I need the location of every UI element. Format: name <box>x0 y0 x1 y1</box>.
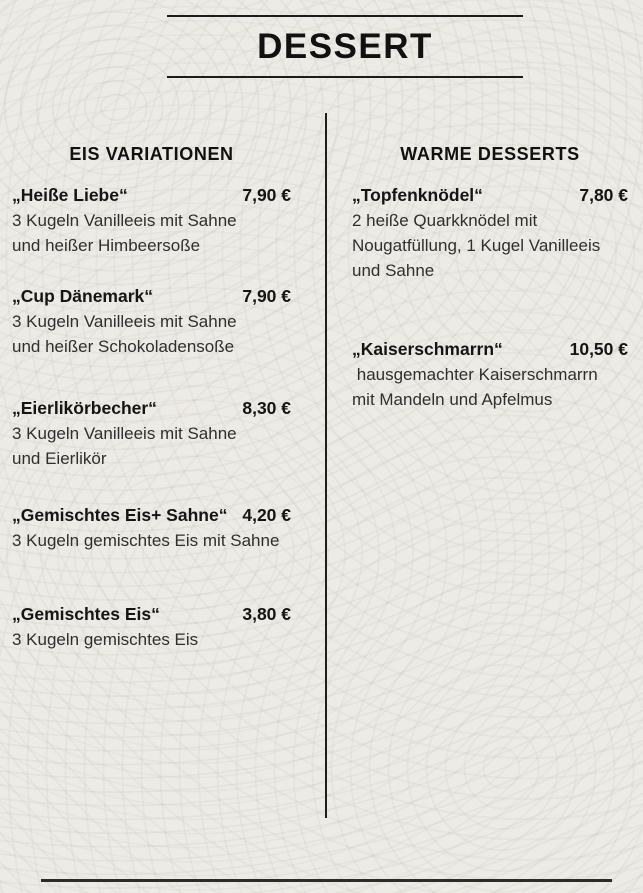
item-name: „Topfenknödel“ <box>352 185 483 205</box>
item-description-line: Nougatfüllung, 1 Kugel Vanilleeis <box>352 236 601 255</box>
item-description-line: und Eierlikör <box>12 449 107 468</box>
item-head <box>352 183 628 208</box>
menu-item <box>12 602 291 652</box>
item-description <box>12 309 291 359</box>
item-price: 7,90 € <box>242 286 291 306</box>
item-name: „Gemischtes Eis“ <box>12 604 160 624</box>
column-divider <box>325 113 327 818</box>
item-price: 4,20 € <box>242 505 291 525</box>
item-description <box>12 627 291 652</box>
item-head <box>12 284 291 309</box>
column-header: WARME DESSERTS <box>400 144 580 164</box>
item-price: 10,50 € <box>569 339 628 359</box>
item-description-line: und Sahne <box>352 261 435 280</box>
bottom-rule <box>41 879 612 882</box>
item-description-line: 2 heiße Quarkknödel mit <box>352 211 538 230</box>
item-price: 8,30 € <box>242 398 291 418</box>
item-name: „Heiße Liebe“ <box>12 185 128 205</box>
item-name: „Eierlikörbecher“ <box>12 398 157 418</box>
item-description-line: 3 Kugeln gemischtes Eis <box>12 630 199 649</box>
item-description <box>12 208 291 258</box>
menu-column-eis-variationen <box>12 142 291 652</box>
item-name: „Kaiserschmarrn“ <box>352 339 503 359</box>
item-description-line: 3 Kugeln Vanilleeis mit Sahne <box>12 211 237 230</box>
item-price: 3,80 € <box>242 604 291 624</box>
column-header: EIS VARIATIONEN <box>69 144 234 164</box>
menu-item <box>12 183 291 258</box>
item-name: „Gemischtes Eis+ Sahne“ <box>12 505 228 525</box>
item-description-line: 3 Kugeln Vanilleeis mit Sahne <box>12 424 237 443</box>
item-head <box>12 183 291 208</box>
menu-column-warme-desserts <box>352 142 628 412</box>
menu-item <box>352 183 628 283</box>
item-description-line: 3 Kugeln gemischtes Eis mit Sahne <box>12 531 280 550</box>
item-description-line: hausgemachter Kaiserschmarrn <box>352 365 598 384</box>
item-head <box>12 503 291 528</box>
item-description-line: 3 Kugeln Vanilleeis mit Sahne <box>12 312 237 331</box>
page-title: DESSERT <box>257 27 433 66</box>
item-name: „Cup Dänemark“ <box>12 286 154 306</box>
item-description-line: und heißer Schokoladensoße <box>12 337 235 356</box>
menu-item <box>12 284 291 359</box>
menu-item <box>352 337 628 412</box>
title-rule-bottom <box>167 76 523 78</box>
menu-item <box>12 396 291 471</box>
item-head <box>352 337 628 362</box>
item-description <box>352 208 628 283</box>
item-description <box>352 362 628 412</box>
item-description <box>12 421 291 471</box>
item-head <box>12 602 291 627</box>
item-price: 7,90 € <box>242 185 291 205</box>
item-description <box>12 528 291 553</box>
item-price: 7,80 € <box>579 185 628 205</box>
title-block <box>167 15 523 78</box>
menu-item <box>12 503 291 553</box>
item-head <box>12 396 291 421</box>
item-description-line: und heißer Himbeersoße <box>12 236 201 255</box>
item-description-line: mit Mandeln und Apfelmus <box>352 390 553 409</box>
